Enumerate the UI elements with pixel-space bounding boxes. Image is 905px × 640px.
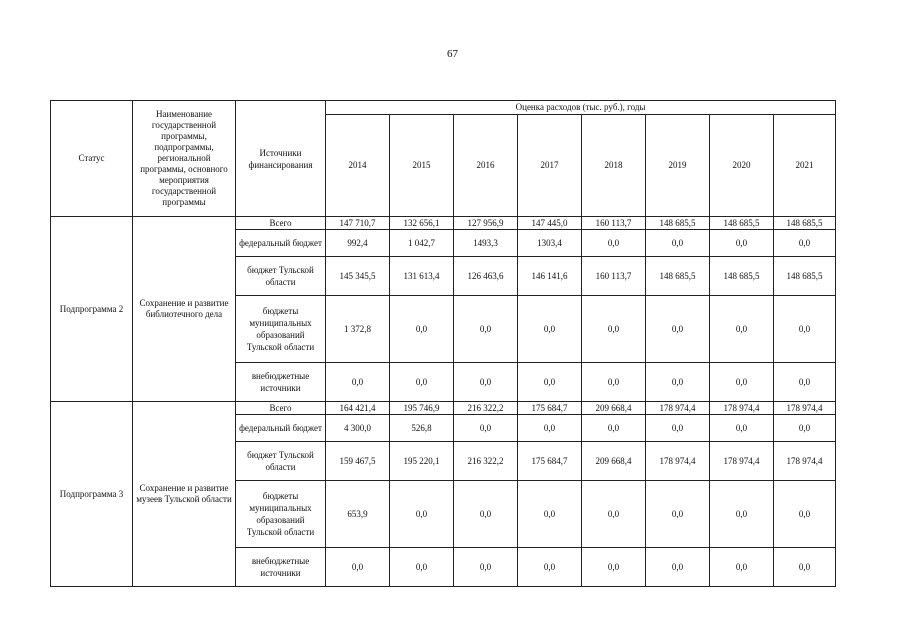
value-cell: 0,0 (774, 481, 836, 548)
value-cell: 216 322,2 (454, 442, 518, 481)
value-cell: 0,0 (710, 230, 774, 257)
value-cell: 0,0 (774, 415, 836, 442)
value-cell: 526,8 (390, 415, 454, 442)
value-cell: 178 974,4 (646, 442, 710, 481)
value-cell: 0,0 (582, 548, 646, 587)
year-cell: 2019 (646, 115, 710, 217)
value-cell: 0,0 (710, 296, 774, 363)
value-cell: 175 684,7 (518, 442, 582, 481)
value-cell: 0,0 (710, 363, 774, 402)
value-cell: 147 445,0 (518, 217, 582, 230)
value-cell: 0,0 (710, 481, 774, 548)
value-cell: 0,0 (518, 363, 582, 402)
value-cell: 0,0 (582, 363, 646, 402)
value-cell: 0,0 (774, 363, 836, 402)
value-cell: 0,0 (774, 230, 836, 257)
subprogram-status: Подпрограмма 2 (51, 217, 133, 402)
subprogram-name: Сохранение и развитие библиотечного дела (133, 217, 236, 402)
funding-source: Всего (236, 402, 326, 415)
funding-source: федеральный бюджет (236, 230, 326, 257)
subprogram-name: Сохранение и развитие музеев Тульской области (133, 402, 236, 587)
value-cell: 148 685,5 (710, 217, 774, 230)
value-cell: 0,0 (774, 296, 836, 363)
value-cell: 1 042,7 (390, 230, 454, 257)
header-status: Статус (51, 101, 133, 217)
value-cell: 178 974,4 (710, 442, 774, 481)
value-cell: 0,0 (646, 230, 710, 257)
value-cell: 4 300,0 (326, 415, 390, 442)
value-cell: 0,0 (390, 363, 454, 402)
value-cell: 0,0 (646, 415, 710, 442)
value-cell: 0,0 (518, 415, 582, 442)
value-cell: 147 710,7 (326, 217, 390, 230)
funding-source: Всего (236, 217, 326, 230)
value-cell: 0,0 (710, 415, 774, 442)
funding-source: бюджеты муниципальных образований Тульской области (236, 481, 326, 548)
value-cell: 148 685,5 (774, 257, 836, 296)
page-number: 67 (447, 48, 458, 60)
value-cell: 0,0 (326, 363, 390, 402)
year-cell: 2016 (454, 115, 518, 217)
value-cell: 0,0 (390, 548, 454, 587)
header-name: Наименование государственной программы, подпрограммы, региональной программы, основного мероприятия государственной программы (133, 101, 236, 217)
year-cell: 2014 (326, 115, 390, 217)
value-cell: 0,0 (454, 363, 518, 402)
funding-source: внебюджетные источники (236, 548, 326, 587)
value-cell: 0,0 (454, 481, 518, 548)
value-cell: 148 685,5 (710, 257, 774, 296)
funding-source: бюджеты муниципальных образований Тульской области (236, 296, 326, 363)
funding-source: бюджет Тульской области (236, 442, 326, 481)
table-row (51, 402, 836, 415)
value-cell: 0,0 (582, 415, 646, 442)
value-cell: 178 974,4 (710, 402, 774, 415)
value-cell: 209 668,4 (582, 402, 646, 415)
value-cell: 0,0 (646, 296, 710, 363)
value-cell: 1 372,8 (326, 296, 390, 363)
value-cell: 0,0 (646, 548, 710, 587)
value-cell: 178 974,4 (774, 442, 836, 481)
value-cell: 148 685,5 (774, 217, 836, 230)
year-cell: 2018 (582, 115, 646, 217)
header-sources: Источники финансирования (236, 101, 326, 217)
value-cell: 131 613,4 (390, 257, 454, 296)
value-cell: 178 974,4 (646, 402, 710, 415)
value-cell: 148 685,5 (646, 217, 710, 230)
value-cell: 992,4 (326, 230, 390, 257)
value-cell: 160 113,7 (582, 217, 646, 230)
value-cell: 0,0 (518, 548, 582, 587)
value-cell: 0,0 (390, 296, 454, 363)
value-cell: 0,0 (582, 296, 646, 363)
value-cell: 0,0 (646, 363, 710, 402)
value-cell: 653,9 (326, 481, 390, 548)
value-cell: 0,0 (518, 481, 582, 548)
table-body (51, 217, 836, 587)
funding-source: внебюджетные источники (236, 363, 326, 402)
value-cell: 160 113,7 (582, 257, 646, 296)
value-cell: 127 956,9 (454, 217, 518, 230)
value-cell: 195 746,9 (390, 402, 454, 415)
value-cell: 132 656,1 (390, 217, 454, 230)
value-cell: 0,0 (774, 548, 836, 587)
value-cell: 145 345,5 (326, 257, 390, 296)
value-cell: 0,0 (518, 296, 582, 363)
value-cell: 178 974,4 (774, 402, 836, 415)
value-cell: 159 467,5 (326, 442, 390, 481)
subprogram-status: Подпрограмма 3 (51, 402, 133, 587)
year-cell: 2017 (518, 115, 582, 217)
value-cell: 1493,3 (454, 230, 518, 257)
value-cell: 1303,4 (518, 230, 582, 257)
value-cell: 195 220,1 (390, 442, 454, 481)
budget-table (50, 100, 836, 587)
value-cell: 0,0 (710, 548, 774, 587)
value-cell: 0,0 (454, 548, 518, 587)
funding-source: федеральный бюджет (236, 415, 326, 442)
value-cell: 175 684,7 (518, 402, 582, 415)
value-cell: 0,0 (454, 296, 518, 363)
value-cell: 164 421,4 (326, 402, 390, 415)
header-row (51, 101, 836, 115)
header-expenses: Оценка расходов (тыс. руб.), годы (326, 101, 836, 115)
value-cell: 148 685,5 (646, 257, 710, 296)
table-row (51, 217, 836, 230)
value-cell: 0,0 (582, 230, 646, 257)
value-cell: 0,0 (454, 415, 518, 442)
value-cell: 216 322,2 (454, 402, 518, 415)
value-cell: 0,0 (646, 481, 710, 548)
year-cell: 2015 (390, 115, 454, 217)
year-cell: 2020 (710, 115, 774, 217)
value-cell: 209 668,4 (582, 442, 646, 481)
value-cell: 126 463,6 (454, 257, 518, 296)
value-cell: 0,0 (390, 481, 454, 548)
year-cell: 2021 (774, 115, 836, 217)
value-cell: 0,0 (582, 481, 646, 548)
value-cell: 146 141,6 (518, 257, 582, 296)
funding-source: бюджет Тульской области (236, 257, 326, 296)
value-cell: 0,0 (326, 548, 390, 587)
